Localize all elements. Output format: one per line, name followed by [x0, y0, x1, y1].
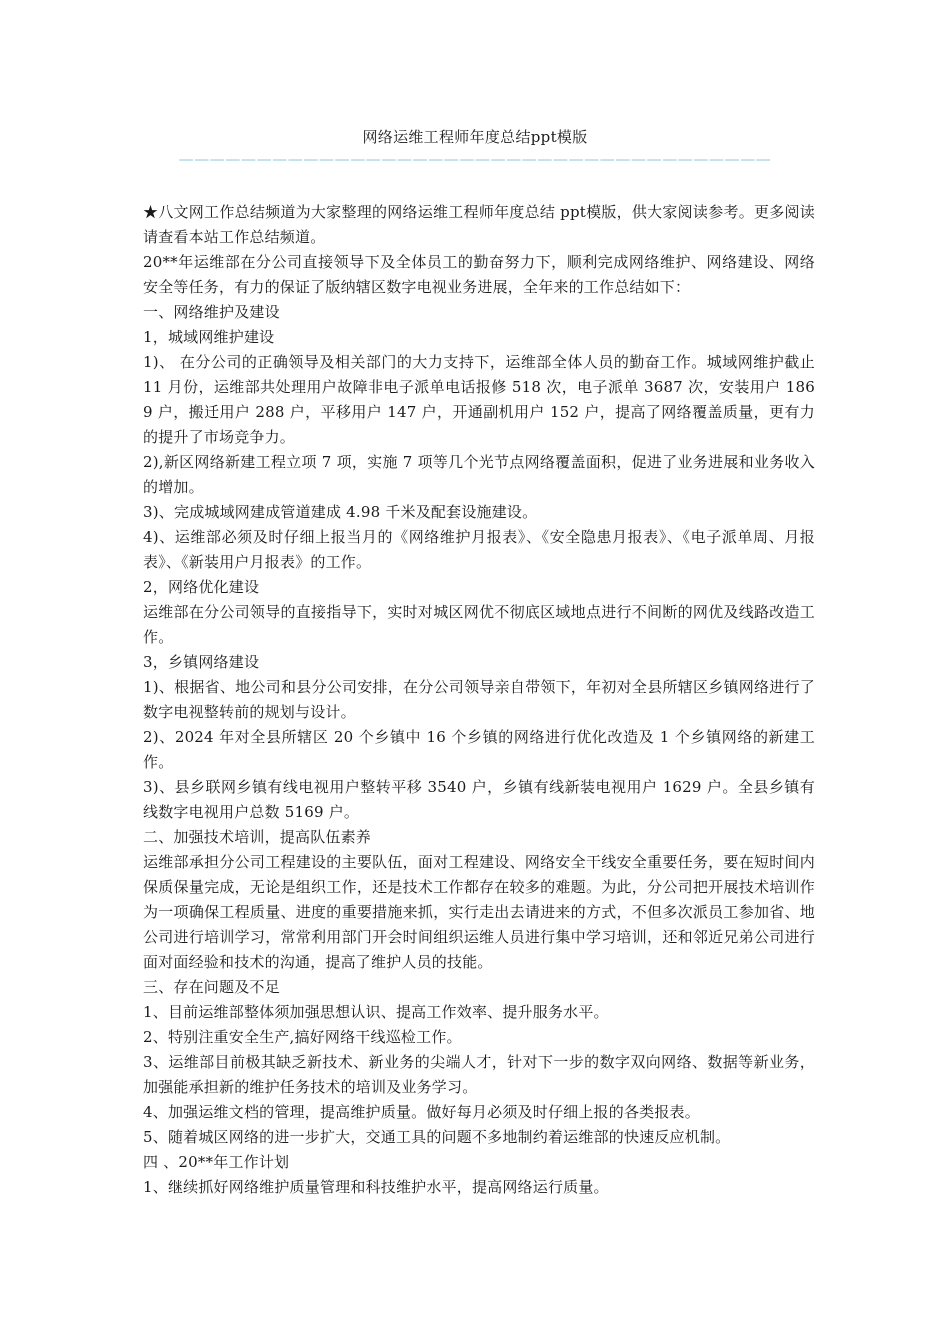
section-heading: 三、存在问题及不足 [143, 978, 280, 996]
list-item: 4、加强运维文档的管理，提高维护质量。做好每月必须及时仔细上报的各类报表。 [143, 1103, 700, 1121]
section-heading: 二、加强技术培训，提高队伍素养 [143, 828, 372, 846]
list-item: 1、继续抓好网络维护质量管理和科技维护水平，提高网络运行质量。 [143, 1178, 609, 1196]
list-item: 3)、完成城域网建成管道建成 4.98 千米及配套设施建设。 [143, 503, 538, 521]
list-item: 1、目前运维部整体须加强思想认识、提高工作效率、提升服务水平。 [143, 1003, 609, 1021]
list-item: 4)、运维部必须及时仔细上报当月的《网络维护月报表》、《安全隐患月报表》、《电子派单周、月报表》、《新装用户月报表》的工作。 [143, 528, 815, 571]
list-item: 1)、 在分公司的正确领导及相关部门的大力支持下，运维部全体人员的勤奋工作。城域网维护截止 11 月份，运维部共处理用户故障非电子派单电话报修 518 次，电子派单 3687 次，安装用户 1869 户，搬迁用户 288 户，平移用户 147 户，开通副机用户 152 户，提高了网络覆盖质量，更有力的提升了市场竞争力。 [143, 353, 815, 446]
list-item: 3、运维部目前极其缺乏新技术、新业务的尖端人才，针对下一步的数字双向网络、数据等新业务，加强能承担新的维护任务技术的培训及业务学习。 [143, 1053, 815, 1096]
subsection-heading: 2，网络优化建设 [143, 578, 260, 596]
body-paragraph: 运维部在分公司领导的直接指导下，实时对城区网优不彻底区域地点进行不间断的网优及线路改造工作。 [143, 603, 815, 646]
document-body [143, 200, 815, 1200]
list-item: 2),新区网络新建工程立项 7 项，实施 7 项等几个光节点网络覆盖面积，促进了业务进展和业务收入的增加。 [143, 453, 815, 496]
list-item: 2)、2024 年对全县所辖区 20 个乡镇中 16 个乡镇的网络进行优化改造及 1 个乡镇网络的新建工作。 [143, 728, 815, 771]
list-item: 2、特别注重安全生产,搞好网络干线巡检工作。 [143, 1028, 462, 1046]
section-heading: 一、网络维护及建设 [143, 303, 280, 321]
subsection-heading: 1，城域网维护建设 [143, 328, 275, 346]
document-title: 网络运维工程师年度总结ppt模版 [362, 128, 588, 146]
title-divider: —————————————————————————————————————— [178, 151, 772, 167]
summary-paragraph: 20**年运维部在分公司直接领导下及全体员工的勤奋努力下，顺利完成网络维护、网络建设、网络安全等任务，有力的保证了版纳辖区数字电视业务进展，全年来的工作总结如下： [143, 253, 815, 296]
list-item: 3)、县乡联网乡镇有线电视用户整转平移 3540 户，乡镇有线新装电视用户 1629 户。全县乡镇有线数字电视用户总数 5169 户。 [143, 778, 815, 821]
list-item: 5、随着城区网络的进一步扩大，交通工具的问题不多地制约着运维部的快速反应机制。 [143, 1128, 731, 1146]
subsection-heading: 3，乡镇网络建设 [143, 653, 260, 671]
list-item: 1)、根据省、地公司和县分公司安排，在分公司领导亲自带领下，年初对全县所辖区乡镇网络进行了数字电视整转前的规划与设计。 [143, 678, 815, 721]
body-paragraph: 运维部承担分公司工程建设的主要队伍，面对工程建设、网络安全干线安全重要任务，要在短时间内保质保量完成，无论是组织工作，还是技术工作都存在较多的难题。为此，分公司把开展技术培训作为一项确保工程质量、进度的重要措施来抓，实行走出去请进来的方式，不但多次派员工参加省、地公司进行培训学习，常常利用部门开会时间组织运维人员进行集中学习培训，还和邻近兄弟公司进行面对面经验和技术的沟通，提高了维护人员的技能。 [143, 853, 815, 971]
intro-paragraph: ★八文网工作总结频道为大家整理的网络运维工程师年度总结 ppt模版，供大家阅读参考。更多阅读请查看本站工作总结频道。 [143, 203, 815, 246]
section-heading: 四 、20**年工作计划 [143, 1153, 290, 1171]
